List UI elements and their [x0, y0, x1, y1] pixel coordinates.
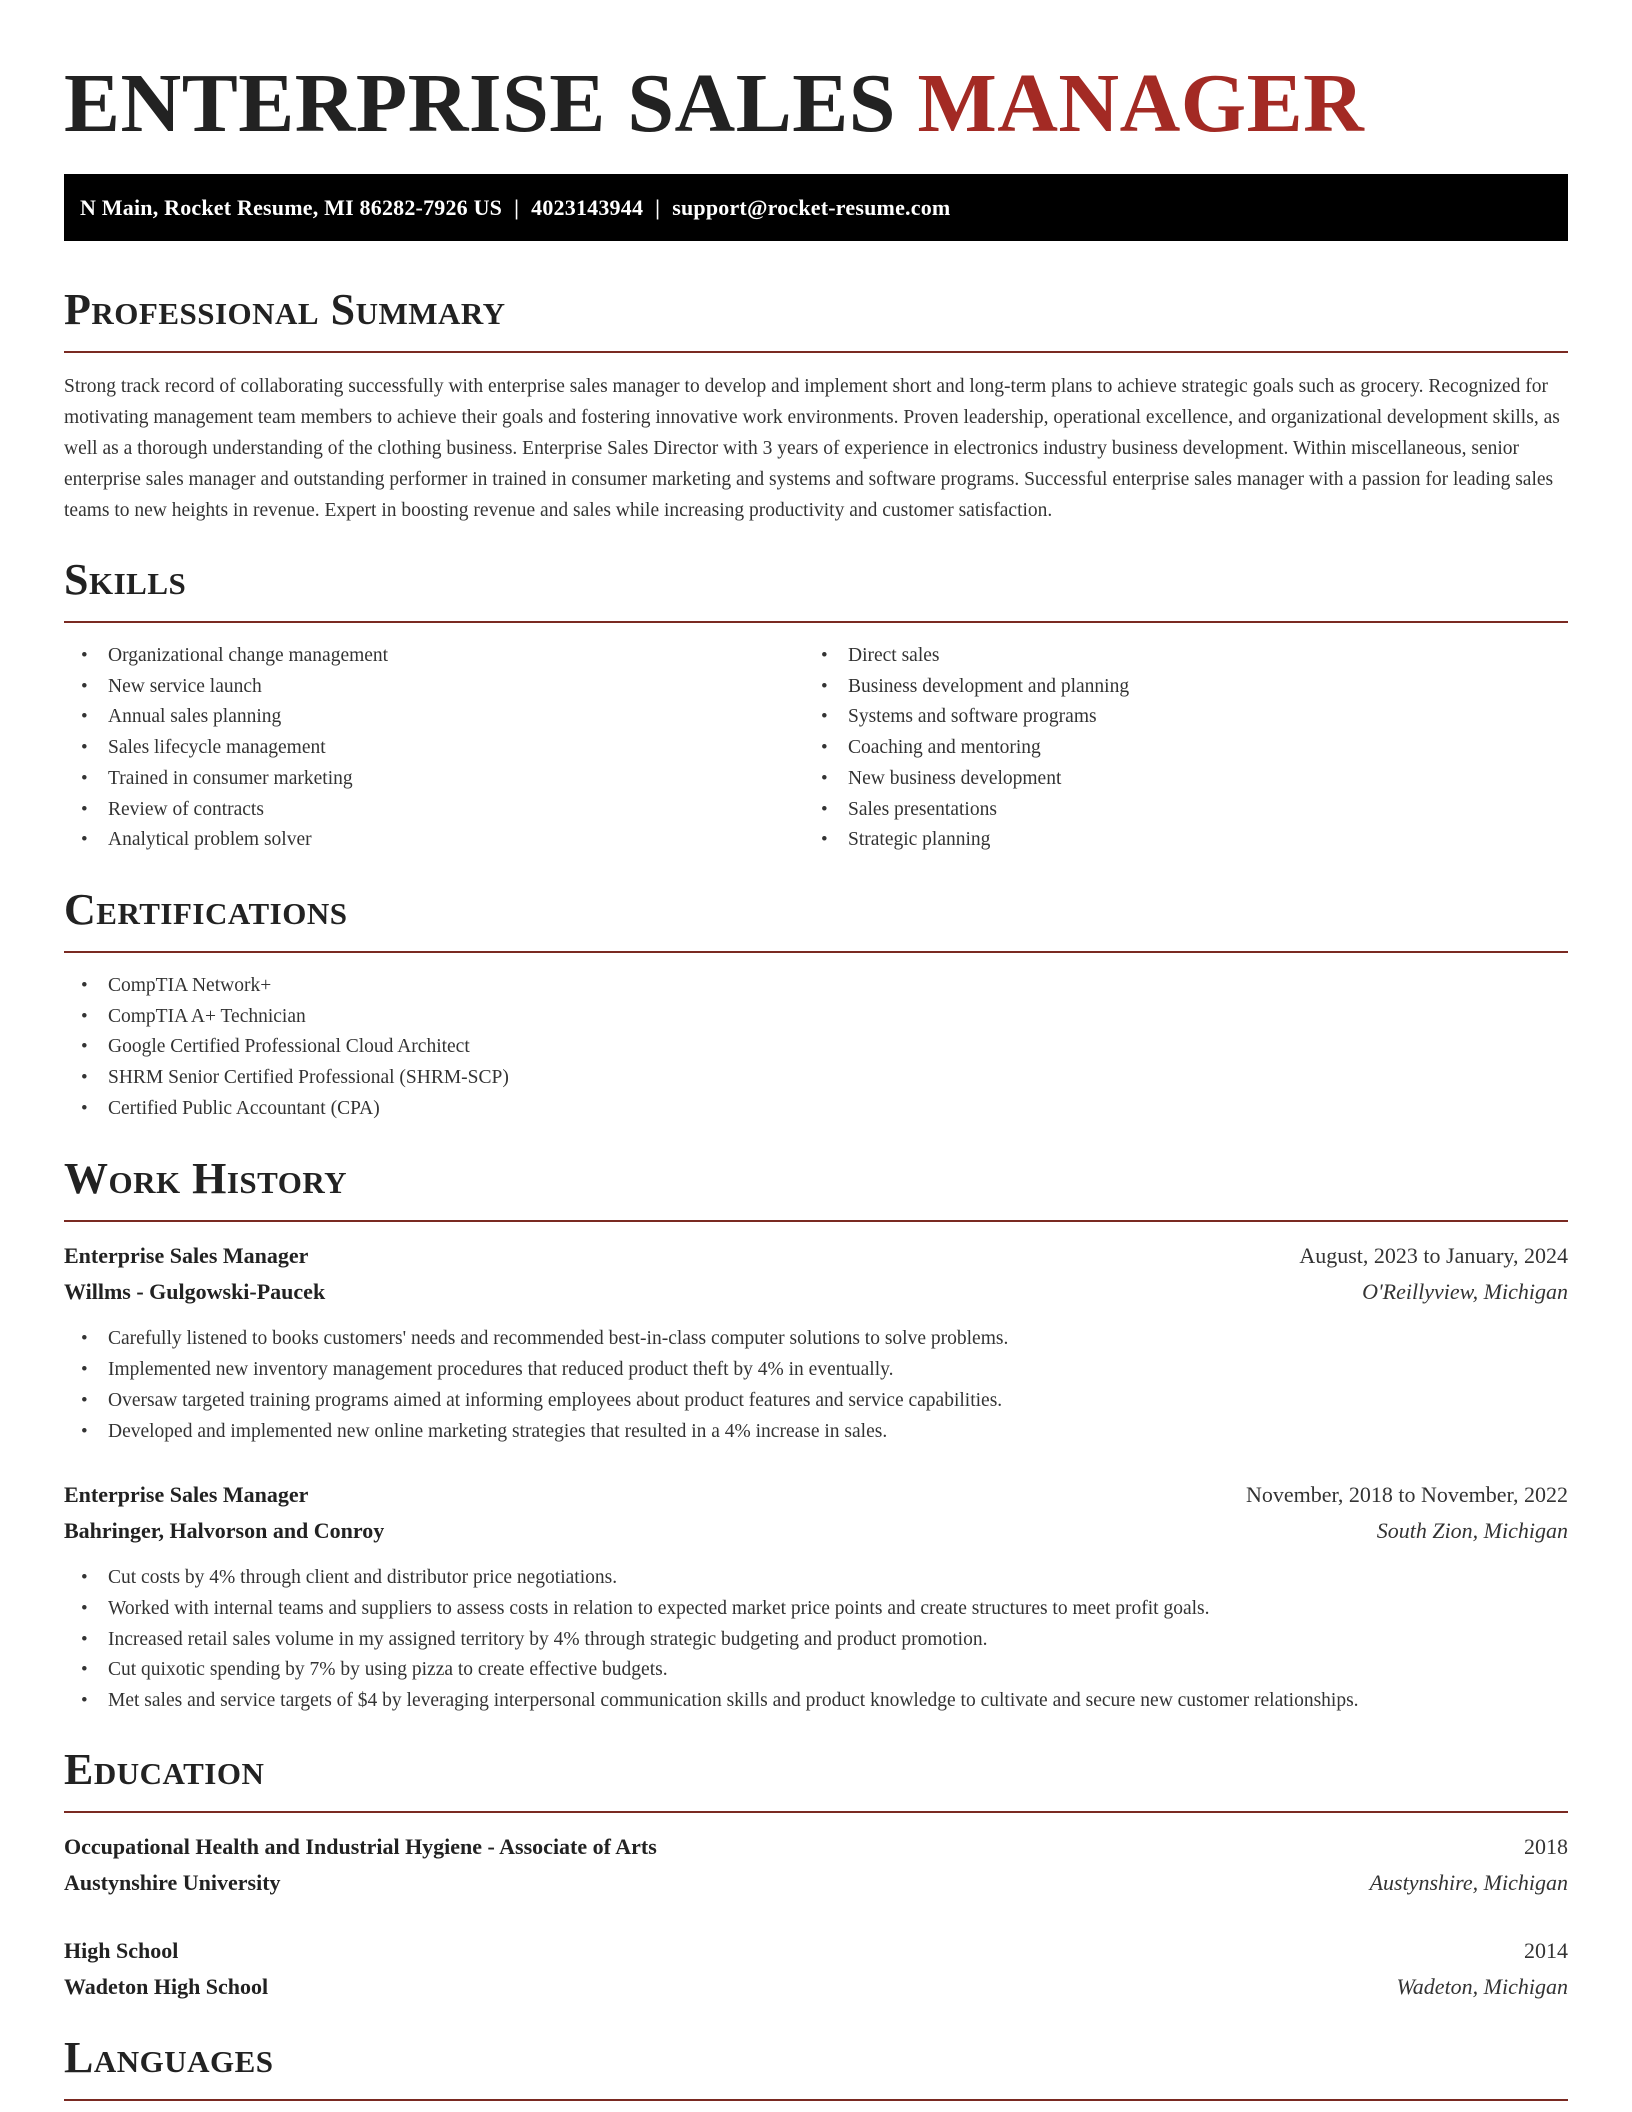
skill-item: • Sales presentations — [804, 795, 1544, 826]
title-accent: MANAGER — [917, 57, 1365, 150]
skill-item: • Organizational change management — [64, 641, 804, 672]
education-degree-line — [64, 1829, 1568, 1865]
job-dates: August, 2023 to January, 2024 — [1299, 1243, 1568, 1269]
skill-item: • Strategic planning — [804, 825, 1544, 856]
skills-list-left — [64, 641, 804, 856]
job-bullet: • Implemented new inventory management procedures that reduced product theft by 4% in eventually. — [64, 1355, 1568, 1386]
job-bullet: • Worked with internal teams and suppliers to assess costs in relation to expected market price points and create structures to meet profit goals. — [64, 1594, 1568, 1625]
education-entry — [64, 1933, 1568, 2005]
job-title: Enterprise Sales Manager — [64, 1482, 309, 1508]
title-main: ENTERPRISE SALES — [64, 57, 896, 150]
job-bullets — [64, 1324, 1568, 1447]
certification-item: • SHRM Senior Certified Professional (SHRM-SCP) — [64, 1063, 1568, 1094]
certification-item: • Google Certified Professional Cloud Architect — [64, 1032, 1568, 1063]
education-school: Wadeton High School — [64, 1973, 269, 1999]
job-location: South Zion, Michigan — [1376, 1518, 1568, 1544]
education-location: Wadeton, Michigan — [1396, 1973, 1568, 1999]
skills-list-right — [804, 641, 1544, 856]
job-bullet: • Cut costs by 4% through client and distributor price negotiations. — [64, 1563, 1568, 1594]
languages-section — [64, 2033, 1568, 2101]
job-bullets — [64, 1563, 1568, 1717]
job-entry — [64, 1238, 1568, 1447]
skill-item: • Business development and planning — [804, 672, 1544, 703]
certification-item: • CompTIA A+ Technician — [64, 1002, 1568, 1033]
contact-phone: 4023143944 — [531, 194, 644, 220]
skills-section — [64, 555, 1568, 856]
contact-separator: | — [655, 194, 661, 220]
certifications-section — [64, 885, 1568, 1125]
job-entry — [64, 1477, 1568, 1717]
section-heading-certifications: Certifications — [64, 885, 1568, 953]
summary-text: Strong track record of collaborating successfully with enterprise sales manager to develop and implement short and long-term plans to achieve strategic goals such as grocery. Recognized for motivating management team members to achieve their goals and fostering innovative work environments. Proven leadership, operational excellence, and organizational development skills, as well as a thorough understanding of the clothing business. Enterprise Sales Director with 3 years of experience in electronics industry business development. Within miscellaneous, senior enterprise sales manager and outstanding performer in trained in consumer marketing and systems and software programs. Successful enterprise sales manager with a passion for leading sales teams to new heights in revenue. Expert in boosting revenue and sales while increasing productivity and customer satisfaction. — [64, 376, 1560, 521]
skill-item: • Trained in consumer marketing — [64, 764, 804, 795]
section-heading-summary: Professional Summary — [64, 285, 1568, 353]
education-degree: Occupational Health and Industrial Hygiene - Associate of Arts — [64, 1833, 657, 1859]
education-year: 2014 — [1524, 1937, 1568, 1963]
resume-title — [64, 55, 1568, 153]
work-section — [64, 1154, 1568, 1716]
certification-item: • Certified Public Accountant (CPA) — [64, 1094, 1568, 1125]
education-school: Austynshire University — [64, 1869, 281, 1895]
contact-email: support@rocket-resume.com — [672, 194, 951, 220]
job-bullet: • Cut quixotic spending by 7% by using pizza to create effective budgets. — [64, 1655, 1568, 1686]
section-heading-education: Education — [64, 1745, 1568, 1813]
job-bullet: • Developed and implemented new online marketing strategies that resulted in a 4% increase in sales. — [64, 1417, 1568, 1448]
skill-item: • New business development — [804, 764, 1544, 795]
job-header-line — [64, 1477, 1568, 1513]
section-heading-work: Work History — [64, 1154, 1568, 1222]
job-company: Bahringer, Halvorson and Conroy — [64, 1518, 385, 1544]
education-location: Austynshire, Michigan — [1369, 1869, 1568, 1895]
education-degree-line — [64, 1933, 1568, 1969]
skill-item: • Review of contracts — [64, 795, 804, 826]
job-bullet: • Increased retail sales volume in my assigned territory by 4% through strategic budgeting and product promotion. — [64, 1625, 1568, 1656]
summary-section — [64, 285, 1568, 526]
education-year: 2018 — [1524, 1833, 1568, 1859]
skill-item: • New service launch — [64, 672, 804, 703]
skills-grid — [64, 641, 1568, 856]
contact-separator: | — [514, 194, 520, 220]
skill-item: • Sales lifecycle management — [64, 733, 804, 764]
section-heading-languages: Languages — [64, 2033, 1568, 2101]
education-school-line — [64, 1865, 1568, 1901]
contact-address: N Main, Rocket Resume, MI 86282-7926 US — [80, 194, 503, 220]
skill-item: • Analytical problem solver — [64, 825, 804, 856]
job-dates: November, 2018 to November, 2022 — [1245, 1482, 1568, 1508]
education-section — [64, 1745, 1568, 2005]
job-company-line — [64, 1274, 1568, 1310]
job-bullet: • Met sales and service targets of $4 by leveraging interpersonal communication skills and product knowledge to cultivate and secure new customer relationships. — [64, 1686, 1568, 1717]
job-header-line — [64, 1238, 1568, 1274]
job-title: Enterprise Sales Manager — [64, 1243, 309, 1269]
skill-item: • Direct sales — [804, 641, 1544, 672]
education-school-line — [64, 1969, 1568, 2005]
certifications-list — [64, 971, 1568, 1125]
job-company: Willms - Gulgowski-Paucek — [64, 1279, 326, 1305]
section-heading-skills: Skills — [64, 555, 1568, 623]
job-company-line — [64, 1513, 1568, 1549]
skill-item: • Systems and software programs — [804, 702, 1544, 733]
certification-item: • CompTIA Network+ — [64, 971, 1568, 1002]
job-location: O'Reillyview, Michigan — [1362, 1279, 1568, 1305]
contact-bar — [64, 174, 1568, 241]
job-bullet: • Carefully listened to books customers' needs and recommended best-in-class computer solutions to solve problems. — [64, 1324, 1568, 1355]
skill-item: • Coaching and mentoring — [804, 733, 1544, 764]
education-degree: High School — [64, 1937, 179, 1963]
education-entry — [64, 1829, 1568, 1901]
skill-item: • Annual sales planning — [64, 702, 804, 733]
job-bullet: • Oversaw targeted training programs aimed at informing employees about product features and service capabilities. — [64, 1386, 1568, 1417]
